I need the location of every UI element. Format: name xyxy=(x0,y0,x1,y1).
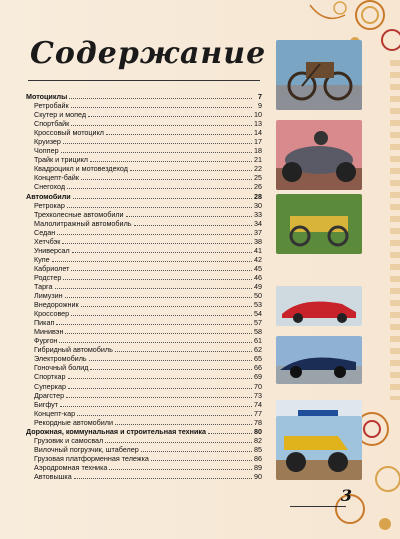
toc-page-number: 61 xyxy=(254,336,262,346)
toc-page-number: 22 xyxy=(254,164,262,174)
toc-page-number: 10 xyxy=(254,110,262,120)
toc-page-number: 69 xyxy=(254,372,262,382)
toc-section-row xyxy=(26,427,262,436)
toc-page-number: 13 xyxy=(254,119,262,129)
toc-page-number: 89 xyxy=(254,462,262,472)
toc-item-row xyxy=(26,472,262,481)
toc-item-row xyxy=(26,400,262,409)
toc-page-number: 34 xyxy=(254,218,262,228)
toc-leader-dots xyxy=(57,229,252,235)
toc-leader-dots xyxy=(60,401,252,407)
toc-entry-label: Бигфут xyxy=(34,399,59,409)
toc-entry-label: Лимузин xyxy=(34,291,63,301)
toc-leader-dots xyxy=(115,346,252,352)
toc-page-number: 30 xyxy=(254,200,262,210)
toc-leader-dots xyxy=(90,156,252,162)
toc-leader-dots xyxy=(68,373,252,379)
toc-leader-dots xyxy=(74,473,252,479)
toc-item-row xyxy=(26,363,262,372)
toc-entry-label: Автовышка xyxy=(34,471,72,481)
toc-item-row xyxy=(26,246,262,255)
toc-leader-dots xyxy=(52,256,252,262)
toc-item-row xyxy=(26,101,262,110)
toc-entry-label: Мотоциклы xyxy=(26,92,68,101)
toc-entry-label: Купе xyxy=(34,254,50,264)
toc-leader-dots xyxy=(89,355,252,361)
toc-leader-dots xyxy=(88,111,252,117)
toc-leader-dots xyxy=(63,274,252,280)
title-divider xyxy=(28,80,260,81)
toc-leader-dots xyxy=(141,446,252,452)
toc-page-number: 85 xyxy=(254,444,262,454)
toc-item-row xyxy=(26,255,262,264)
toc-page-number: 50 xyxy=(254,291,262,301)
toc-page-number: 38 xyxy=(254,236,262,246)
toc-page-number: 57 xyxy=(254,318,262,328)
toc-entry-label: Кроссовый мотоцикл xyxy=(34,128,104,138)
photo-supercar-blue xyxy=(276,336,362,384)
toc-leader-dots xyxy=(71,120,252,126)
toc-leader-dots xyxy=(61,147,252,153)
toc-entry-label: Квадроцикл и мотовездеход xyxy=(34,164,128,174)
photo-sports-car-red xyxy=(276,286,362,326)
toc-entry-label: Концепт-кар xyxy=(34,408,76,418)
toc-page-number: 90 xyxy=(254,471,262,481)
toc-entry-label: Скутер и мопед xyxy=(34,110,87,120)
toc-item-row xyxy=(26,173,262,182)
toc-page-number: 25 xyxy=(254,173,262,183)
toc-page-number: 28 xyxy=(254,191,262,201)
toc-page-number: 86 xyxy=(254,453,262,463)
toc-item-row xyxy=(26,454,262,463)
toc-item-row xyxy=(26,210,262,219)
toc-entry-label: Кабриолет xyxy=(34,263,70,273)
toc-item-row xyxy=(26,354,262,363)
toc-leader-dots xyxy=(63,138,252,144)
toc-entry-label: Дорожная, коммунальная и строительная техника xyxy=(26,426,207,436)
toc-section-row xyxy=(26,192,262,201)
toc-leader-dots xyxy=(115,419,252,425)
toc-page-number: 73 xyxy=(254,390,262,400)
toc-item-row xyxy=(26,318,262,327)
toc-entry-label: Спорткар xyxy=(34,372,66,382)
toc-item-row xyxy=(26,436,262,445)
toc-leader-dots xyxy=(126,211,252,217)
toc-leader-dots xyxy=(69,93,252,99)
toc-entry-label: Хетчбэк xyxy=(34,236,61,246)
toc-page-number: 66 xyxy=(254,363,262,373)
toc-leader-dots xyxy=(62,238,252,244)
toc-leader-dots xyxy=(106,129,252,135)
toc-page-number: 78 xyxy=(254,417,262,427)
toc-leader-dots xyxy=(208,428,252,434)
toc-entry-label: Универсал xyxy=(34,245,70,255)
toc-entry-label: Грузовик и самосвал xyxy=(34,435,104,445)
toc-entry-label: Родстер xyxy=(34,272,62,282)
toc-item-row xyxy=(26,164,262,173)
toc-item-row xyxy=(26,372,262,381)
toc-leader-dots xyxy=(65,328,252,334)
toc-leader-dots xyxy=(66,392,252,398)
toc-entry-label: Драгстер xyxy=(34,390,65,400)
toc-entry-label: Круизер xyxy=(34,137,61,147)
toc-item-row xyxy=(26,418,262,427)
toc-leader-dots xyxy=(55,283,252,289)
toc-page-number: 46 xyxy=(254,272,262,282)
toc-entry-label: Вилочный погрузчик, штабелер xyxy=(34,444,139,454)
toc-section-row xyxy=(26,92,262,101)
toc-entry-label: Тарга xyxy=(34,281,53,291)
toc-page-number: 77 xyxy=(254,408,262,418)
toc-page-number: 49 xyxy=(254,281,262,291)
ornament-right-strip xyxy=(390,60,400,400)
toc-item-row xyxy=(26,445,262,454)
toc-item-row xyxy=(26,291,262,300)
toc-entry-label: Ретрокар xyxy=(34,200,65,210)
toc-item-row xyxy=(26,219,262,228)
toc-entry-label: Гоночный болид xyxy=(34,363,89,373)
toc-page-number: 65 xyxy=(254,354,262,364)
toc-page-number: 41 xyxy=(254,245,262,255)
table-of-contents xyxy=(26,92,262,481)
toc-leader-dots xyxy=(67,183,252,189)
toc-item-row xyxy=(26,237,262,246)
photo-cruiser-bike xyxy=(276,120,362,190)
toc-entry-label: Аэродромная техника xyxy=(34,462,108,472)
toc-entry-label: Пикап xyxy=(34,318,55,328)
toc-entry-label: Автомобили xyxy=(26,191,71,201)
toc-item-row xyxy=(26,409,262,418)
toc-leader-dots xyxy=(71,265,252,271)
toc-entry-label: Кроссовер xyxy=(34,309,70,319)
toc-leader-dots xyxy=(130,165,252,171)
toc-item-row xyxy=(26,128,262,137)
toc-entry-label: Фургон xyxy=(34,336,58,346)
toc-page-number: 53 xyxy=(254,300,262,310)
toc-leader-dots xyxy=(59,337,252,343)
toc-entry-label: Концепт-байк xyxy=(34,173,79,183)
toc-leader-dots xyxy=(65,292,252,298)
toc-leader-dots xyxy=(81,301,252,307)
toc-entry-label: Гибридный автомобиль xyxy=(34,345,113,355)
toc-leader-dots xyxy=(134,220,252,226)
toc-page-number: 33 xyxy=(254,209,262,219)
toc-page-number: 21 xyxy=(254,155,262,165)
toc-item-row xyxy=(26,309,262,318)
toc-page-number: 14 xyxy=(254,128,262,138)
toc-leader-dots xyxy=(109,464,252,470)
toc-entry-label: Ретробайк xyxy=(34,101,69,111)
toc-item-row xyxy=(26,382,262,391)
toc-leader-dots xyxy=(77,410,252,416)
toc-item-row xyxy=(26,182,262,191)
toc-page-number: 58 xyxy=(254,327,262,337)
toc-item-row xyxy=(26,336,262,345)
toc-item-row xyxy=(26,463,262,472)
page-title: Содержание xyxy=(30,36,267,71)
toc-page-number: 9 xyxy=(258,101,262,111)
toc-entry-label: Электромобиль xyxy=(34,354,87,364)
toc-item-row xyxy=(26,110,262,119)
toc-item-row xyxy=(26,155,262,164)
toc-leader-dots xyxy=(71,310,252,316)
toc-entry-label: Суперкар xyxy=(34,381,66,391)
toc-leader-dots xyxy=(81,174,252,180)
toc-item-row xyxy=(26,146,262,155)
toc-leader-dots xyxy=(105,437,252,443)
toc-entry-label: Минивэн xyxy=(34,327,64,337)
toc-entry-label: Трехколесные автомобили xyxy=(34,209,124,219)
toc-entry-label: Трайк и трицикл xyxy=(34,155,89,165)
toc-page-number: 42 xyxy=(254,254,262,264)
page-number-rule xyxy=(290,506,346,507)
toc-page-number: 82 xyxy=(254,435,262,445)
toc-item-row xyxy=(26,201,262,210)
toc-page-number: 70 xyxy=(254,381,262,391)
toc-leader-dots xyxy=(90,364,252,370)
toc-item-row xyxy=(26,119,262,128)
toc-leader-dots xyxy=(71,102,252,108)
toc-leader-dots xyxy=(68,383,252,389)
toc-leader-dots xyxy=(56,319,252,325)
toc-item-row xyxy=(26,300,262,309)
toc-leader-dots xyxy=(151,455,252,461)
toc-item-row xyxy=(26,228,262,237)
photo-vintage-motorcycle xyxy=(276,40,362,110)
toc-entry-label: Малолитражный автомобиль xyxy=(34,218,132,228)
toc-item-row xyxy=(26,345,262,354)
toc-item-row xyxy=(26,391,262,400)
toc-page-number: 45 xyxy=(254,263,262,273)
toc-item-row xyxy=(26,282,262,291)
toc-leader-dots xyxy=(67,202,252,208)
toc-entry-label: Снегоход xyxy=(34,182,66,192)
toc-entry-label: Внедорожник xyxy=(34,300,79,310)
toc-entry-label: Спортбайк xyxy=(34,119,70,129)
toc-entry-label: Чоппер xyxy=(34,146,59,156)
toc-item-row xyxy=(26,327,262,336)
toc-entry-label: Рекордные автомобили xyxy=(34,417,113,427)
toc-page-number: 18 xyxy=(254,146,262,156)
toc-leader-dots xyxy=(73,193,252,199)
toc-page-number: 7 xyxy=(258,92,262,101)
toc-page-number: 54 xyxy=(254,309,262,319)
toc-page-number: 62 xyxy=(254,345,262,355)
toc-entry-label: Седан xyxy=(34,227,56,237)
page-number: 3 xyxy=(340,486,352,505)
toc-page-number: 74 xyxy=(254,399,262,409)
toc-page-number: 80 xyxy=(254,426,262,436)
toc-page-number: 37 xyxy=(254,227,262,237)
photo-dump-truck xyxy=(276,416,362,480)
photo-retro-car xyxy=(276,194,362,254)
toc-entry-label: Грузовая платформенная тележка xyxy=(34,453,149,463)
toc-item-row xyxy=(26,264,262,273)
toc-page-number: 17 xyxy=(254,137,262,147)
toc-item-row xyxy=(26,273,262,282)
toc-page-number: 26 xyxy=(254,182,262,192)
toc-item-row xyxy=(26,137,262,146)
toc-leader-dots xyxy=(72,247,252,253)
